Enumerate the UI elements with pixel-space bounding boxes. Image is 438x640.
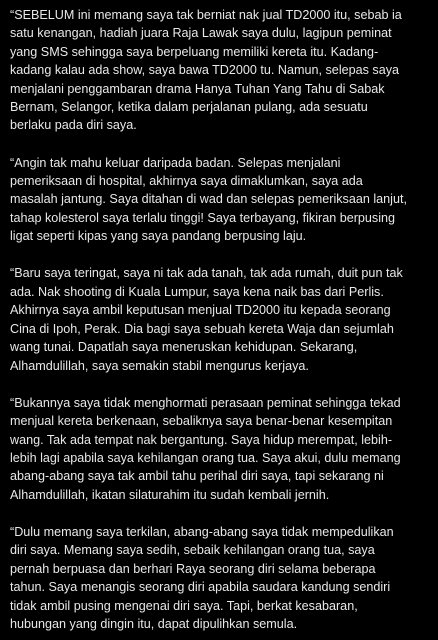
text-line: wang. Tak ada tempat nak bergantung. Saya hidup merempat, lebih- bbox=[10, 432, 393, 447]
text-line: menjalani penggambaran drama Hanya Tuhan Yang Tahu di Sabak bbox=[10, 81, 385, 96]
text-line: pemeriksaan di hospital, akhirnya saya dimaklumkan, saya ada bbox=[10, 174, 363, 189]
text-line: Akhirnya saya ambil keputusan menjual TD2000 itu kepada seorang bbox=[10, 303, 391, 318]
text-line: “Bukannya saya tidak menghormati perasaan peminat sehingga tekad bbox=[10, 395, 401, 410]
text-line: masalah jantung. Saya ditahan di wad dan selepas pemeriksaan lanjut, bbox=[10, 192, 407, 207]
paragraph-1 bbox=[10, 6, 428, 135]
paragraph-5 bbox=[10, 523, 428, 633]
text-line: “Baru saya teringat, saya ni tak ada tanah, tak ada rumah, duit pun tak bbox=[10, 266, 403, 281]
text-line: ligat seperti kipas yang saya pandang berpusing laju. bbox=[10, 229, 307, 244]
text-line: Alhamdulillah, ikatan silaturahim itu sudah kembali jernih. bbox=[10, 487, 330, 502]
paragraph-2 bbox=[10, 154, 428, 246]
text-line: wang tunai. Dapatlah saya meneruskan kehidupan. Sekarang, bbox=[10, 340, 358, 355]
paragraph-3 bbox=[10, 264, 428, 374]
text-line: ada. Nak shooting di Kuala Lumpur, saya kena naik bas dari Perlis. bbox=[10, 284, 384, 299]
paragraph-4 bbox=[10, 394, 428, 504]
text-line: kadang kalau ada show, saya bawa TD2000 tu. Namun, selepas saya bbox=[10, 63, 400, 78]
text-line: “Dulu memang saya terkilan, abang-abang saya tidak mempedulikan bbox=[10, 524, 394, 539]
text-line: Alhamdulillah, saya semakin stabil mengurus kerjaya. bbox=[10, 358, 309, 373]
text-line: tidak ambil pusing mengenai diri saya. Tapi, berkat kesabaran, bbox=[10, 598, 358, 613]
text-line: “Angin tak mahu keluar daripada badan. Selepas menjalani bbox=[10, 155, 341, 170]
text-line: lebih lagi apabila saya kehilangan orang tua. Saya akui, dulu memang bbox=[10, 450, 401, 465]
text-line: Cina di Ipoh, Perak. Dia bagi saya sebuah kereta Waja dan sejumlah bbox=[10, 321, 394, 336]
text-line: satu kenangan, hadiah juara Raja Lawak saya dulu, lagipun peminat bbox=[10, 26, 392, 41]
text-line: tahap kolesterol saya terlalu tinggi! Saya terbayang, fikiran berpusing bbox=[10, 210, 396, 225]
text-line: menjual kereta berkenaan, sebaliknya saya benar-benar kesempitan bbox=[10, 414, 393, 429]
text-line: pernah berpuasa dan berhari Raya seorang diri selama beberapa bbox=[10, 561, 376, 576]
text-line: Bernam, Selangor, ketika dalam perjalanan pulang, ada sesuatu bbox=[10, 100, 368, 115]
text-line: yang SMS sehingga saya berpeluang memiliki kereta itu. Kadang- bbox=[10, 44, 379, 59]
text-line: berlaku pada diri saya. bbox=[10, 118, 137, 133]
text-line: hubungan yang dingin itu, dapat dipulihkan semula. bbox=[10, 616, 298, 631]
text-line: abang-abang saya tak ambil tahu perihal diri saya, tapi sekarang ni bbox=[10, 469, 384, 484]
text-line: “SEBELUM ini memang saya tak berniat nak jual TD2000 itu, sebab ia bbox=[10, 8, 402, 22]
text-line: diri saya. Memang saya sedih, sebaik kehilangan orang tua, saya bbox=[10, 543, 375, 558]
text-line: tahun. Saya menangis seorang diri apabila saudara kandung sendiri bbox=[10, 580, 391, 595]
